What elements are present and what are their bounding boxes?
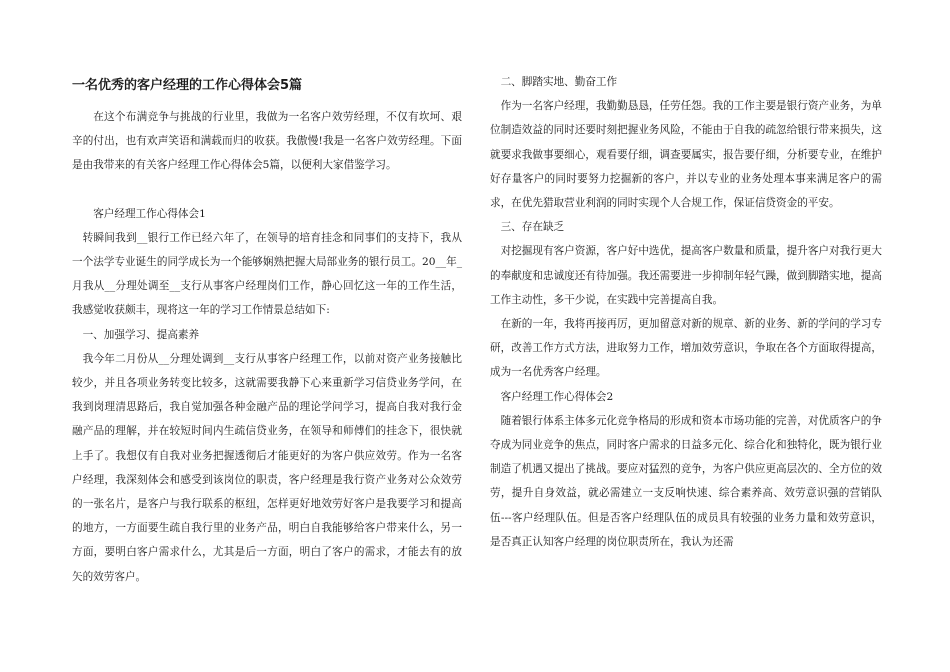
section-heading-1: 客户经理工作心得体会1 bbox=[93, 207, 206, 220]
section-heading-2: 客户经理工作心得体会2 bbox=[500, 390, 614, 403]
paragraph-6: 随着银行体系主体多元化竞争格局的形成和资本市场功能的完善，对优质客户的争夺成为同业竞争的焦点，同时客户需求的日益多元化、综合化和独特化，既为银行业制造了机遇又提出了挑战。要应对猛烈的竞争，为客户供应更高层次的、全方位的效劳，提升自身效益，就必需建立一支反响快速、综合素养高、效劳意识强的营销队伍---客户经理队伍。但是否客户经理队伍的成员具有较强的业务力量和效劳意识，是否真正认知客户经理的岗位职责所在，我认为还需 bbox=[490, 414, 882, 548]
paragraph-2: 我今年二月份从__分理处调到__支行从事客户经理工作，以前对资产业务接触比较少，并且各项业务转变比较多，这就需要我静下心来重新学习信贷业务学问，在我到岗理清思路后，我自觉加强各种金融产品的理论学问学习，提高自我对我行金融产品的理解，并在较短时间内生疏信贷业务，在领导和师傅们的挂念下，很快就上手了。我想仅有自我对业务把握透彻后才能更好的为客户供应效劳。作为一名客户经理，我深刻体会和感受到该岗位的职责，客户经理是我行资产业务对公众效劳的一张名片，是客户与我行联系的枢纽，怎样更好地效劳好客户是我要学习和提高的地方，一方面要生疏自我行里的业务产品，明白自我能够给客户带来什么，另一方面，要明白客户需求什么，尤其是后一方面，明白了客户的需求，才能去有的放矢的效劳客户。 bbox=[72, 352, 462, 583]
intro-paragraph: 在这个布满竞争与挑战的行业里，我做为一名客户效劳经理，不仅有坎坷、艰辛的付出，也有欢声笑语和满载而归的收获。我傲慢!我是一名客户效劳经理。下面是由我带来的有关客户经理工作心得体会5篇，以便利大家借鉴学习。 bbox=[72, 111, 462, 172]
subheading-2: 二、脚踏实地、勤奋工作 bbox=[500, 76, 618, 88]
paragraph-4: 对挖掘现有客户资源，客户好中选优，提高客户数量和质量，提升客户对我行更大的奉献度和忠诚度还有待加强。我还需要进一步抑制年轻气躁，做到脚踏实地，提高工作主动性，多干少说，在实践中完善提高自我。 bbox=[490, 245, 882, 306]
subheading-1: 一、加强学习、提高素养 bbox=[82, 328, 200, 341]
left-column bbox=[72, 70, 462, 589]
right-column bbox=[490, 70, 882, 554]
document-title: 一名优秀的客户经理的工作心得体会5篇 bbox=[72, 78, 303, 93]
paragraph-5: 在新的一年，我将再接再厉，更加留意对新的规章、新的业务、新的学问的学习专研，改善工作方式方法，进取努力工作，增加效劳意识，争取在各个方面取得提高，成为一名优秀客户经理。 bbox=[490, 318, 882, 379]
subheading-3: 三、存在缺乏 bbox=[500, 221, 565, 234]
paragraph-1: 转瞬间我到__银行工作已经六年了，在领导的培育挂念和同事们的支持下，我从一个法学专业诞生的同学成长为一个能够娴熟把握大局部业务的银行员工。20__年_月我从__分理处调至__支行从事客户经理岗们工作，静心回忆这一年的工作生活，我感觉收获颇丰，现将这一年的学习工作情景总结如下: bbox=[72, 231, 462, 317]
paragraph-3: 作为一名客户经理，我勤勤恳恳，任劳任怨。我的工作主要是银行资产业务，为单位制造效益的同时还要时刻把握业务风险，不能由于自我的疏忽给银行带来损失，这就要求我做事要细心，观看要仔细，调查要属实，报告要仔细，分析要专业，在维护好存量客户的同时要努力挖掘新的客户，并以专业的业务处理本事来满足客户的需求，在优先猎取营业利润的同时实现个人合规工作，保证信贷资金的平安。 bbox=[490, 100, 882, 210]
spacer bbox=[72, 178, 462, 202]
